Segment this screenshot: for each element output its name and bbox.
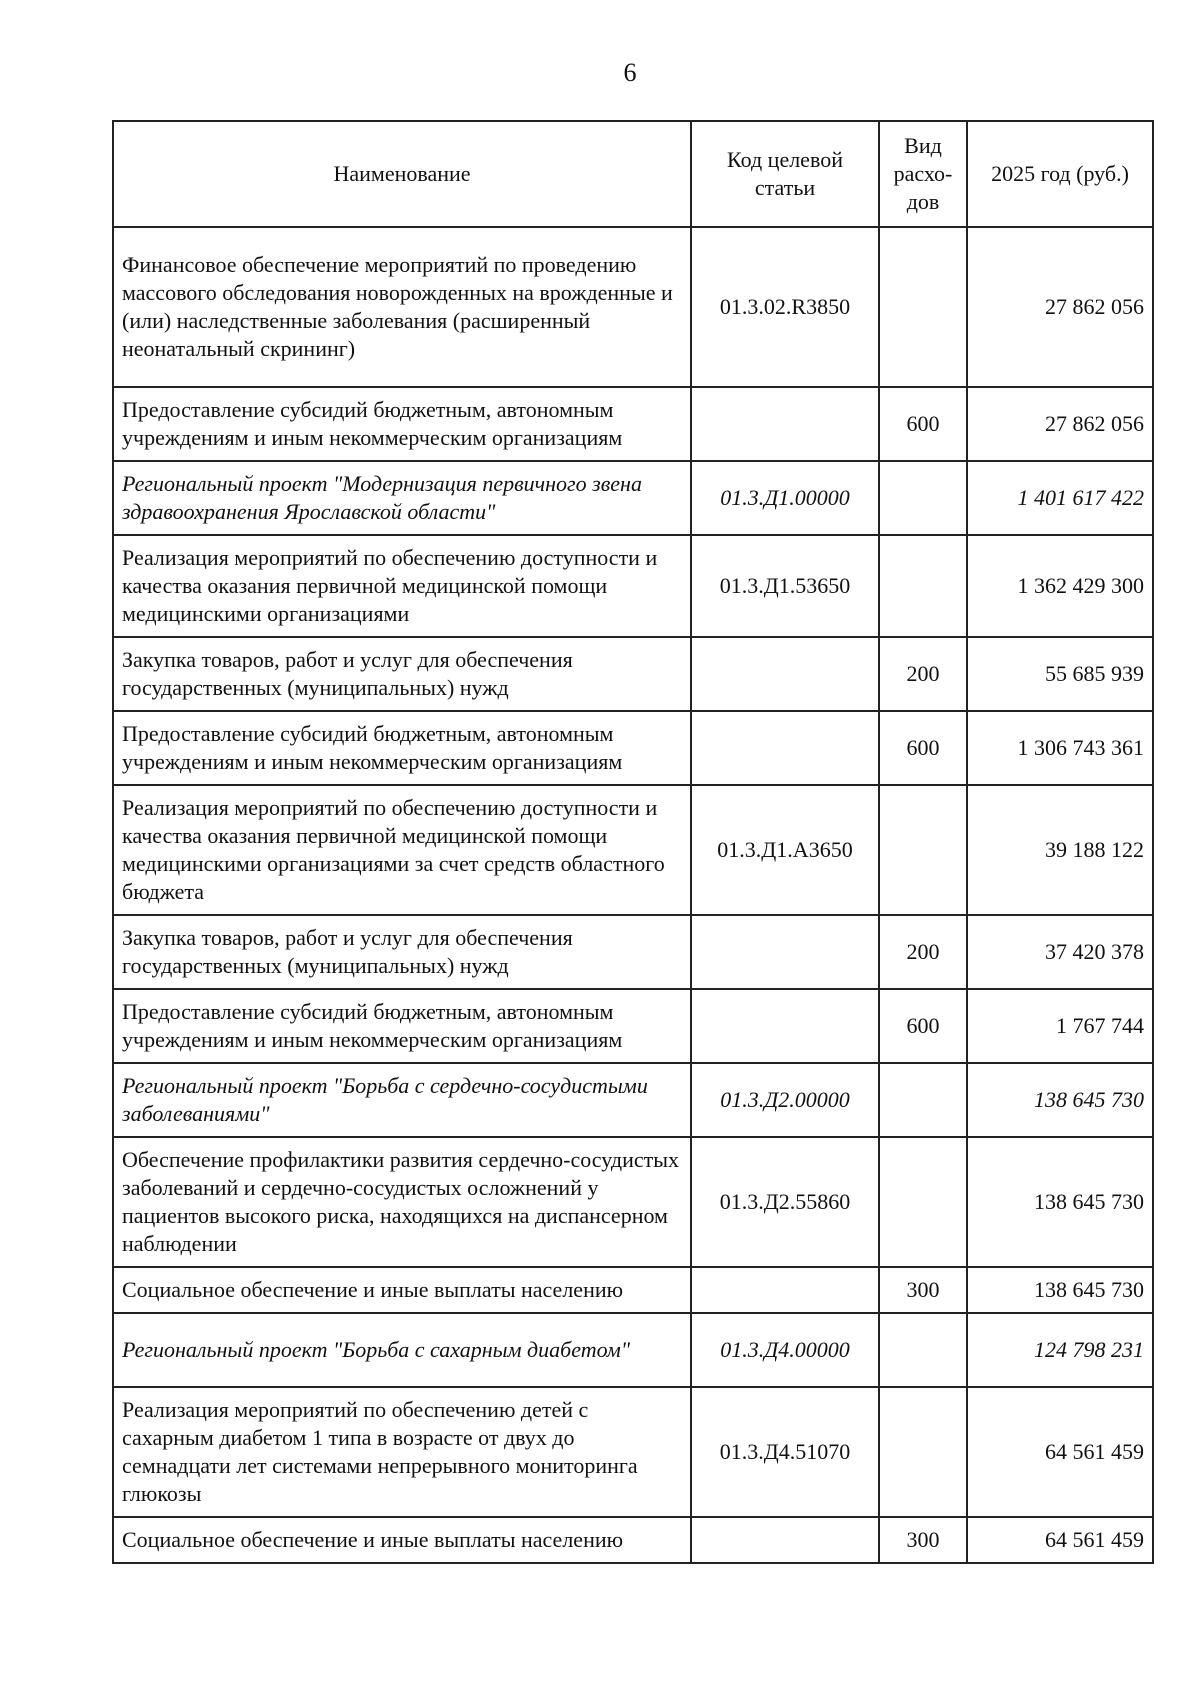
row-type: 300 (879, 1517, 967, 1563)
row-name: Закупка товаров, работ и услуг для обеспечения государственных (муниципальных) нужд (113, 915, 691, 989)
row-type (879, 1063, 967, 1137)
row-code (691, 387, 879, 461)
row-name: Региональный проект "Борьба с сердечно-сосудистыми заболеваниями" (113, 1063, 691, 1137)
row-sum: 64 561 459 (967, 1517, 1153, 1563)
row-code (691, 1517, 879, 1563)
row-code: 01.3.Д2.55860 (691, 1137, 879, 1267)
table-header-row (113, 121, 1153, 227)
table-row (113, 785, 1153, 915)
table-row (113, 1267, 1153, 1313)
row-type (879, 227, 967, 387)
table-row (113, 1137, 1153, 1267)
row-code: 01.3.02.R3850 (691, 227, 879, 387)
row-name: Обеспечение профилактики развития сердечно-сосудистых заболеваний и сердечно-сосудистых осложнений у пациентов высокого риска, находящихся на диспансерном наблюдении (113, 1137, 691, 1267)
row-sum: 55 685 939 (967, 637, 1153, 711)
table-row (113, 461, 1153, 535)
row-type: 600 (879, 989, 967, 1063)
row-sum: 1 306 743 361 (967, 711, 1153, 785)
row-sum: 37 420 378 (967, 915, 1153, 989)
row-name: Социальное обеспечение и иные выплаты населению (113, 1267, 691, 1313)
row-code (691, 711, 879, 785)
row-sum: 138 645 730 (967, 1063, 1153, 1137)
row-code: 01.3.Д4.51070 (691, 1387, 879, 1517)
row-type: 200 (879, 637, 967, 711)
row-code: 01.3.Д1.А3650 (691, 785, 879, 915)
row-name: Предоставление субсидий бюджетным, автономным учреждениям и иным некоммерческим организациям (113, 989, 691, 1063)
row-code (691, 915, 879, 989)
row-type (879, 535, 967, 637)
table-row (113, 387, 1153, 461)
row-code (691, 1267, 879, 1313)
table-row (113, 1517, 1153, 1563)
row-type (879, 461, 967, 535)
row-code: 01.3.Д1.00000 (691, 461, 879, 535)
table-row (113, 535, 1153, 637)
row-sum: 138 645 730 (967, 1137, 1153, 1267)
row-sum: 1 362 429 300 (967, 535, 1153, 637)
table-row (113, 637, 1153, 711)
row-code: 01.3.Д4.00000 (691, 1313, 879, 1387)
row-name: Реализация мероприятий по обеспечению доступности и качества оказания первичной медицинской помощи медицинскими организациями за счет средств областного бюджета (113, 785, 691, 915)
row-code (691, 637, 879, 711)
table-row (113, 1387, 1153, 1517)
table-row (113, 989, 1153, 1063)
row-name: Финансовое обеспечение мероприятий по проведению массового обследования новорожденных на врожденные и (или) наследственные заболевания (расширенный неонатальный скрининг) (113, 227, 691, 387)
row-type (879, 1313, 967, 1387)
row-name: Предоставление субсидий бюджетным, автономным учреждениям и иным некоммерческим организациям (113, 711, 691, 785)
row-type: 600 (879, 711, 967, 785)
row-sum: 1 767 744 (967, 989, 1153, 1063)
row-sum: 27 862 056 (967, 227, 1153, 387)
page-number: 6 (623, 58, 637, 87)
header-sum: 2025 год (руб.) (967, 121, 1153, 227)
row-code (691, 989, 879, 1063)
row-type: 300 (879, 1267, 967, 1313)
row-code: 01.3.Д1.53650 (691, 535, 879, 637)
row-name: Региональный проект "Модернизация первичного звена здравоохранения Ярославской области" (113, 461, 691, 535)
row-sum: 39 188 122 (967, 785, 1153, 915)
row-sum: 138 645 730 (967, 1267, 1153, 1313)
row-name: Региональный проект "Борьба с сахарным диабетом" (113, 1313, 691, 1387)
row-type (879, 1137, 967, 1267)
table-row (113, 1313, 1153, 1387)
row-name: Реализация мероприятий по обеспечению детей с сахарным диабетом 1 типа в возрасте от двух до семнадцати лет системами непрерывного мониторинга глюкозы (113, 1387, 691, 1517)
row-sum: 64 561 459 (967, 1387, 1153, 1517)
row-code: 01.3.Д2.00000 (691, 1063, 879, 1137)
row-name: Социальное обеспечение и иные выплаты населению (113, 1517, 691, 1563)
table-row (113, 1063, 1153, 1137)
table-row (113, 915, 1153, 989)
header-name: Наименование (113, 121, 691, 227)
row-sum: 27 862 056 (967, 387, 1153, 461)
row-sum: 124 798 231 (967, 1313, 1153, 1387)
row-type (879, 785, 967, 915)
row-name: Предоставление субсидий бюджетным, автономным учреждениям и иным некоммерческим организациям (113, 387, 691, 461)
table-row (113, 227, 1153, 387)
budget-table (112, 120, 1154, 1564)
row-type: 600 (879, 387, 967, 461)
row-type (879, 1387, 967, 1517)
row-sum: 1 401 617 422 (967, 461, 1153, 535)
table-row (113, 711, 1153, 785)
row-name: Закупка товаров, работ и услуг для обеспечения государственных (муниципальных) нужд (113, 637, 691, 711)
header-code: Код целевой статьи (691, 121, 879, 227)
row-name: Реализация мероприятий по обеспечению доступности и качества оказания первичной медицинской помощи медицинскими организациями (113, 535, 691, 637)
header-type: Вид расхо-дов (879, 121, 967, 227)
row-type: 200 (879, 915, 967, 989)
